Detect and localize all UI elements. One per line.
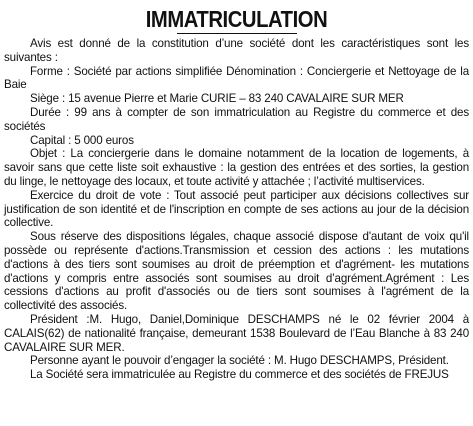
paragraph-capital: Capital : 5 000 euros [30,133,134,147]
paragraph-intro: Avis est donné de la constitution d’une société dont les caractéristiques sont les suivantes : [4,37,469,64]
paragraph-objet: Objet : La conciergerie dans le domaine notamment de la location de logements, à savoir sans que cette liste soit exhaustive : la gestion des entrées et des sorties, la gestion du linge, le nettoyage des locaux, et toute activité y attachée ; l’activité multiservices. [4,147,469,188]
notice-body [4,37,469,382]
paragraph-president: Président :M. Hugo, Daniel,Dominique DESCHAMPS né le 02 février 2004 à CALAIS(62) de nationalité française, demeurant 1538 Boulevard de l’Eau Blanche à 83 240 CAVALAIRE SUR MER. [4,312,469,354]
paragraph-forme: Forme : Société par actions simplifiée Dénomination : Conciergerie et Nettoyage de la Baie [4,64,469,92]
paragraph-duree: Durée : 99 ans à compter de son immatriculation au Registre du commerce et des sociétés [4,105,469,133]
paragraph-transmission-agrement: Sous réserve des dispositions légales, chaque associé dispose d'autant de voix qu'il possède ou représente d'actions.Transmission et cession des actions : les mutations d'actions à des tiers sont soumises au droit de préemption et d'agrément- les mutations d'actions y compris entre associés sont soumises au droit d’agrément.Agrément : Les cessions d'actions au profit d'associés ou de tiers sont soumises à l'agrément de la collectivité des associés. [4,230,469,313]
paragraph-immatriculation: La Société sera immatriculée au Registre du commerce et des sociétés de FREJUS [30,368,449,382]
paragraph-siege: Siège : 15 avenue Pierre et Marie CURIE – 83 240 CAVALAIRE SUR MER [30,92,404,106]
paragraph-pouvoir: Personne ayant le pouvoir d’engager la société : M. Hugo DESCHAMPS, Président. [30,354,449,368]
notice-title: IMMATRICULATION [145,6,328,32]
paragraph-droit-de-vote: Exercice du droit de vote : Tout associé peut participer aux décisions collectives sur justification de son identité et de l'inscription en compte de ses actions au jour de la décision collective. [4,188,469,230]
legal-notice [4,6,469,382]
title-underline [177,33,297,34]
